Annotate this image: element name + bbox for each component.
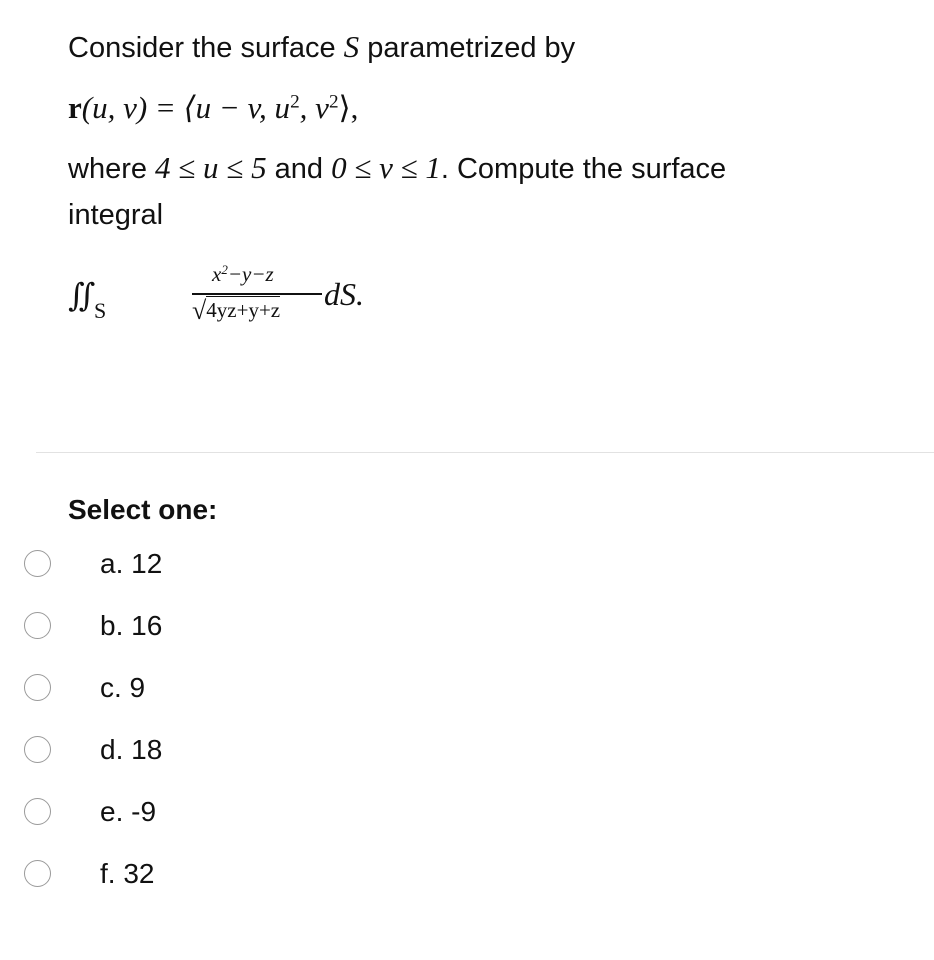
option-f[interactable]	[24, 850, 424, 896]
option-c[interactable]	[24, 664, 424, 710]
surface-symbol: S	[343, 29, 360, 64]
param-mid: , v	[299, 90, 329, 125]
question-where	[68, 145, 908, 192]
option-label[interactable]: c. 9	[100, 672, 146, 703]
sqrt-icon: √	[192, 296, 207, 325]
numerator-exp: 2	[221, 261, 228, 277]
range-u: 4 ≤ u ≤ 5	[155, 150, 267, 185]
param-end: ⟩,	[338, 90, 359, 125]
select-one-label: Select one:	[68, 494, 218, 525]
option-label[interactable]: a. 12	[100, 548, 163, 579]
param-exp-2: 2	[328, 91, 339, 113]
denominator-expression: 4yz+y+z	[206, 298, 281, 322]
option-label[interactable]: e. -9	[100, 796, 157, 827]
radio-button-icon[interactable]	[24, 550, 51, 577]
option-e[interactable]	[24, 788, 424, 834]
range-v: 0 ≤ v ≤ 1	[331, 150, 441, 185]
radio-button-icon[interactable]	[24, 736, 51, 763]
where-suffix: . Compute the surface	[440, 153, 727, 185]
option-a[interactable]	[24, 540, 424, 586]
section-divider	[36, 452, 934, 453]
radio-button-icon[interactable]	[24, 798, 51, 825]
integral-word: integral	[68, 199, 164, 231]
fraction-bar	[192, 293, 322, 295]
question-intro	[68, 24, 908, 71]
numerator-x: x	[212, 262, 222, 286]
radio-button-icon[interactable]	[24, 674, 51, 701]
option-b[interactable]	[24, 602, 424, 648]
option-label[interactable]: b. 16	[100, 610, 163, 641]
option-d[interactable]	[24, 726, 424, 772]
integrand-numerator	[212, 262, 274, 287]
radio-button-icon[interactable]	[24, 860, 51, 887]
radio-button-icon[interactable]	[24, 612, 51, 639]
surface-element: dS.	[324, 276, 364, 312]
param-r: r	[68, 90, 82, 125]
integral-subscript: S	[94, 298, 107, 323]
where-and: and	[266, 153, 332, 185]
option-label[interactable]: d. 18	[100, 734, 163, 765]
intro-text: Consider the surface	[68, 32, 344, 64]
numerator-rest: −y−z	[227, 262, 274, 286]
integrand-denominator	[192, 296, 280, 326]
double-integral-sign: ∬	[68, 277, 88, 313]
intro-suffix: parametrized by	[359, 32, 576, 64]
param-exp-1: 2	[290, 91, 300, 113]
param-args: (u, v) = ⟨u − v, u	[81, 90, 291, 125]
option-label[interactable]: f. 32	[100, 858, 155, 889]
question-text	[68, 24, 908, 238]
where-text: where	[68, 153, 156, 185]
parametrization	[68, 85, 908, 131]
